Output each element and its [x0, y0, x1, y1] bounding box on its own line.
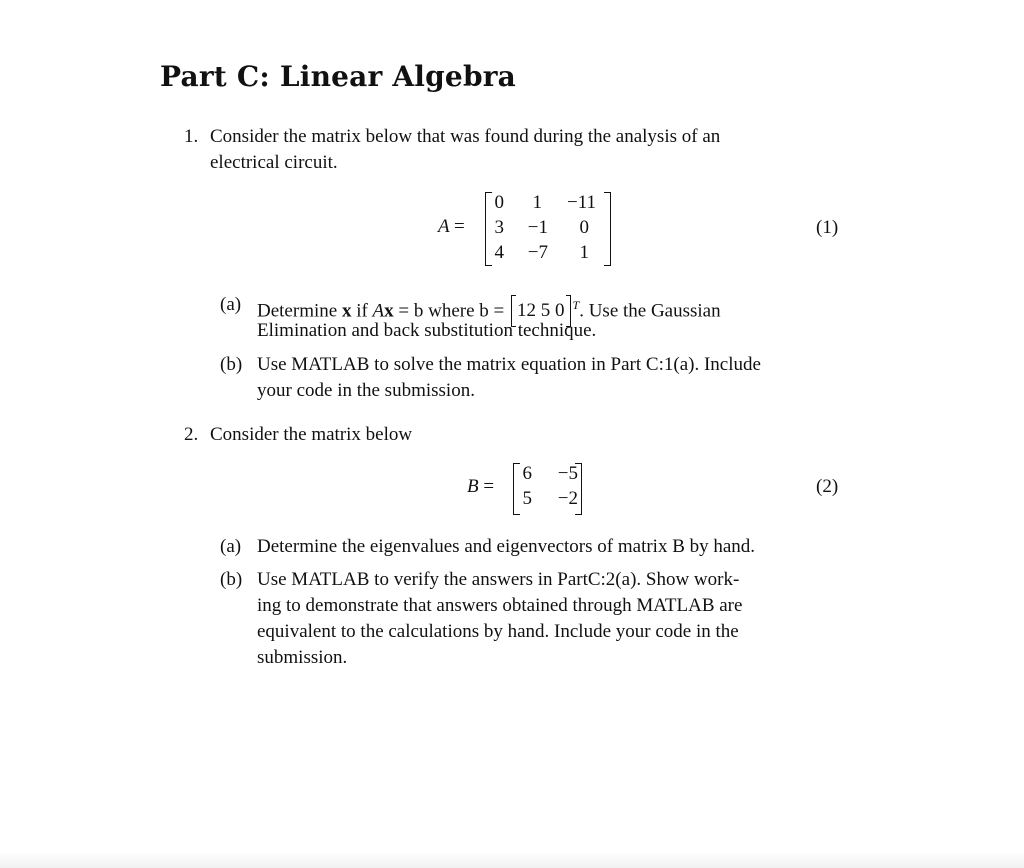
page-bottom-edge: [0, 852, 1024, 868]
matrix-b-cell: 5: [522, 488, 532, 509]
matrix-b-cell: −5: [557, 463, 578, 484]
question-2b-label: (b): [220, 569, 243, 590]
question-2b-line-1: Use MATLAB to verify the answers in PartC:2(a). Show work-: [257, 569, 740, 590]
matrix-a-label: A =: [438, 216, 465, 237]
matrix-a-cell: 0: [494, 192, 504, 213]
question-2b-line-2: ing to demonstrate that answers obtained through MATLAB are: [257, 595, 743, 616]
question-1b-label: (b): [220, 354, 243, 375]
question-2b-line-3: equivalent to the calculations by hand. Include your code in the: [257, 621, 739, 642]
question-1a-line-1: Determine x if Ax = b where b = 12 5 0 $^T$. Use the Gaussian: [257, 292, 721, 324]
question-2b-line-4: submission.: [257, 647, 348, 668]
section-title: Part C: Linear Algebra: [160, 60, 517, 93]
equation-number-1: (1): [816, 217, 839, 238]
matrix-a-cell: 1: [579, 242, 589, 263]
equation-number-2: (2): [816, 476, 839, 497]
question-1-line-1: Consider the matrix below that was found during the analysis of an: [210, 126, 721, 147]
matrix-a-cell: −11: [566, 192, 596, 213]
matrix-a-cell: 3: [494, 217, 504, 238]
question-1b-line-2: your code in the submission.: [257, 380, 475, 401]
matrix-a-cell: 1: [532, 192, 542, 213]
matrix-a-cell: 4: [494, 242, 504, 263]
question-1a-line-2: Elimination and back substitution technique.: [257, 320, 597, 341]
matrix-b-label: B =: [467, 476, 495, 497]
question-2-line-1: Consider the matrix below: [210, 424, 413, 445]
matrix-a-cell: 0: [579, 217, 589, 238]
question-2a-line-1: Determine the eigenvalues and eigenvectors of matrix B by hand.: [257, 536, 756, 557]
matrix-b-equation: [0, 460, 1024, 520]
question-1b-line-1: Use MATLAB to solve the matrix equation in Part C:1(a). Include: [257, 354, 761, 375]
question-1a-label: (a): [220, 294, 242, 315]
matrix-a-equation: [0, 190, 1024, 270]
question-2-number: 2.: [184, 424, 199, 445]
matrix-a-cell: −7: [527, 242, 548, 263]
vector-b: 12 5 0: [511, 298, 571, 324]
matrix-b-cell: −2: [557, 488, 578, 509]
question-1-number: 1.: [184, 126, 199, 147]
matrix-a-right-bracket: [604, 192, 611, 266]
question-2a-label: (a): [220, 536, 242, 557]
question-1-line-2: electrical circuit.: [210, 152, 338, 173]
matrix-a-cell: −1: [527, 217, 548, 238]
matrix-b-cell: 6: [522, 463, 532, 484]
